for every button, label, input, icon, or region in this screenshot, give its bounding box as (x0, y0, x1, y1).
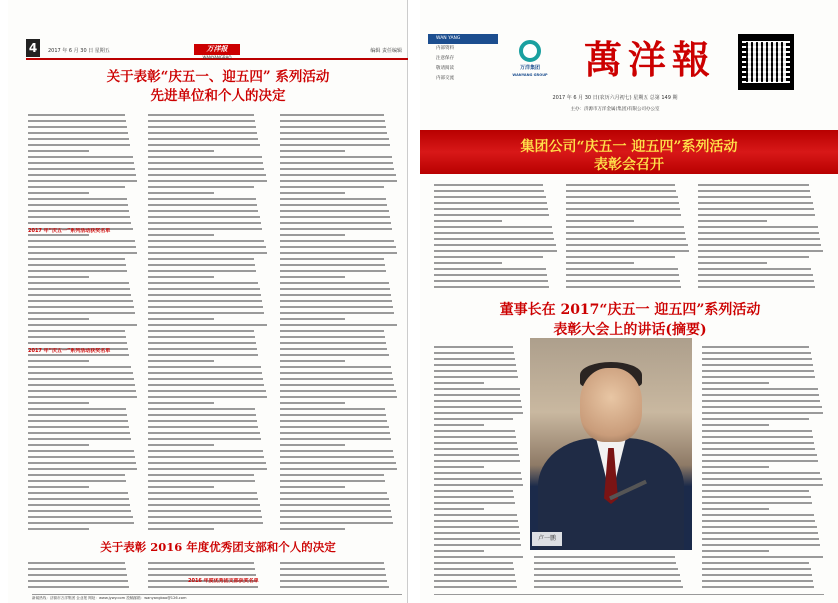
masthead-nav-box (428, 34, 498, 114)
left-bottom-column-3 (280, 560, 398, 592)
banner-line-1: 集团公司“庆五一 迎五四”系列活动 (520, 139, 738, 155)
left-headline-1 (48, 68, 388, 106)
left-page-footer: 新闻热线：济源市万洋集团 企业报 网址：www.jywy.com 投稿邮箱：wanyangbao@126.com (32, 594, 402, 601)
right-lower-column-3 (702, 344, 824, 590)
text-line (566, 284, 690, 290)
left-logo: 万洋报 (194, 44, 240, 55)
headline-banner (420, 130, 838, 174)
head-shape (580, 368, 642, 442)
left-subhead-a: 2017 年“庆五一”系列活动获奖名单 (28, 228, 111, 234)
right-newspaper-page (420, 0, 838, 603)
chairman-photo (530, 338, 692, 550)
right-page-footer (434, 594, 824, 595)
text-line (148, 526, 268, 532)
left-headline-1-line2: 先进单位和个人的决定 (150, 88, 286, 104)
brand-name: 万洋集团 (519, 65, 540, 71)
speech-headline-line2: 表彰大会上的讲话(摘要) (553, 322, 707, 338)
brand-logo (504, 40, 556, 78)
text-line (434, 584, 524, 590)
brand-ring-icon (519, 40, 541, 62)
text-line (702, 584, 824, 590)
text-line (534, 584, 694, 590)
text-line (28, 526, 138, 532)
left-text-column-3 (280, 112, 398, 532)
speech-headline (440, 300, 820, 340)
nav-item: 内部资料 (436, 46, 454, 51)
qr-code-icon (738, 34, 794, 90)
right-text-column-1 (434, 182, 558, 292)
page-editor: 编辑 责任编辑 (370, 48, 402, 54)
photo-name-tag: 卢一鹏 (532, 532, 562, 546)
left-logo-sub: WANYANGBAO (202, 55, 232, 60)
left-subhead-b: 2017 年“庆五一”系列活动获奖名单 (28, 348, 111, 354)
left-text-column-1 (28, 112, 138, 532)
left-newspaper-page (8, 0, 408, 603)
speech-headline-line1: 董事长在 2017“庆五一 迎五四”系列活动 (499, 302, 761, 318)
page-number: 4 (26, 39, 40, 57)
text-line (698, 284, 824, 290)
banner-line-2: 表彰会召开 (594, 157, 664, 173)
nav-item: 敬请阅读 (436, 66, 454, 71)
left-bottom-column-1 (28, 560, 138, 592)
left-subhead-c: 2016 年度优秀团支部获奖名单 (188, 578, 259, 584)
left-headline-1-line1: 关于表彰“庆五一、迎五四” 系列活动 (106, 69, 330, 85)
text-line (28, 584, 138, 590)
right-text-column-2 (566, 182, 690, 292)
nav-item: WAN YANG (428, 34, 498, 44)
sponsor-line: 主办：济源市万洋金属(集团)有限公司办公室 (570, 107, 660, 112)
nav-item: 内部交流 (436, 76, 454, 81)
nav-item: 注意保存 (436, 56, 454, 61)
text-line (434, 284, 558, 290)
right-lower-column-2 (534, 554, 694, 590)
brand-subtitle: WANYANG GROUP (512, 73, 548, 77)
issue-info: 2017 年 6 月 30 日(农历六月初七) 星期五 总第 149 期 (552, 95, 678, 101)
left-text-column-2 (148, 112, 268, 532)
text-line (280, 526, 398, 532)
page-date: 2017 年 6 月 30 日 星期五 (48, 48, 110, 54)
left-page-header (26, 41, 408, 60)
right-text-column-3 (698, 182, 824, 292)
masthead-title: 萬洋報 (583, 37, 716, 82)
left-headline-2: 关于表彰 2016 年度优秀团支部和个人的决定 (100, 540, 336, 554)
right-lower-column-1 (434, 344, 524, 590)
text-line (280, 584, 398, 590)
left-bottom-column-2 (148, 560, 268, 592)
